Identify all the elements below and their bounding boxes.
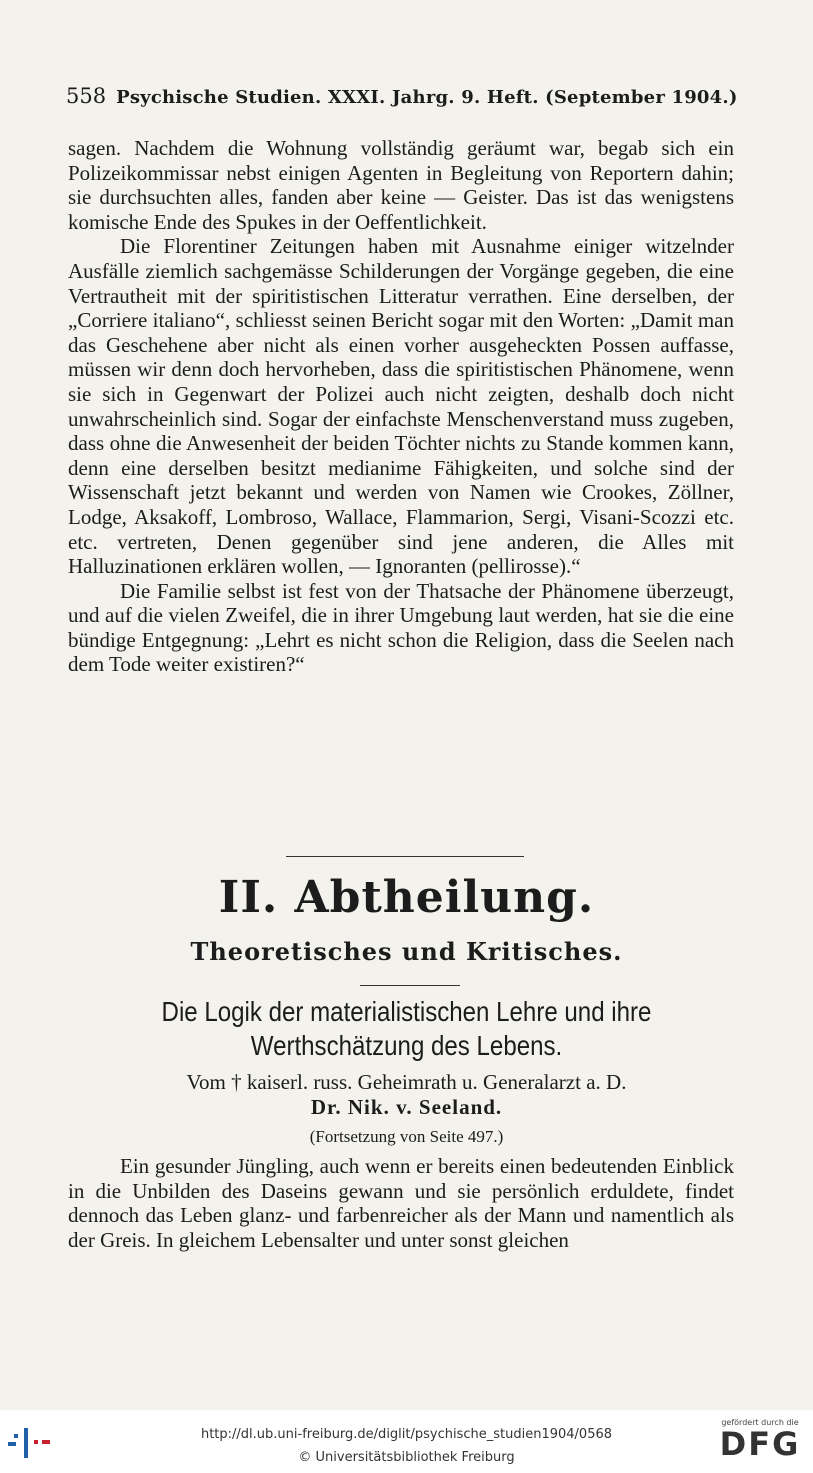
dfg-logo-text: DFG	[719, 1425, 801, 1463]
page-number: 558	[66, 84, 107, 108]
body-text-top	[68, 136, 734, 677]
permalink-url[interactable]: http://dl.ub.uni-freiburg.de/diglit/psychische_studien1904/0568	[200, 1427, 613, 1442]
article-author: Dr. Nik. v. Seeland.	[310, 1095, 503, 1119]
section-divider	[286, 856, 524, 857]
section-subtitle: Theoretisches und Kritisches.	[190, 937, 623, 966]
paragraph-florentine-papers: Die Florentiner Zeitungen haben mit Ausnahme einiger witzelnder Ausfälle ziemlich sachgemässe Schilderungen der Vorgänge gegeben, die eine Vertrautheit mit der spiritistischen Litteratur verrathen. Eine derselben, der „Corriere italiano“, schliesst seinen Bericht sogar mit den Worten: „Damit man das Geschehene aber nicht als einen vorher ausgeheckten Possen auffasse, müssen wir denn doch hervorheben, dass die spiritistischen Phänomene, wenn sie sich in Gegenwart der Polizei auch nicht zeigten, deshalb doch nicht unwahrscheinlich sind. Sogar der einfachste Menschenverstand muss zugeben, dass ohne die Anwesenheit der beiden Töchter nichts zu Stande kommen kann, denn eine derselben besitzt medianime Fähigkeiten, und solche sind der Wissenschaft jetzt bekannt und werden von Namen wie Crookes, Zöllner, Lodge, Aksakoff, Lombroso, Wallace, Flammarion, Sergi, Visani-Scozzi etc. etc. vertreten, Denen gegenüber sind jene anderen, die Alles mit Halluzinationen erklären wollen, — Ignoranten (pellirosse).“	[68, 234, 734, 579]
article-title	[57, 995, 756, 1063]
article-title-line-1: Die Logik der materialistischen Lehre und ihre	[161, 996, 652, 1027]
running-title: Psychische Studien. XXXI. Jahrg. 9. Heft. (September 1904.)	[116, 87, 738, 108]
continuation-note: (Fortsetzung von Seite 497.)	[309, 1127, 504, 1146]
subtitle-divider	[360, 985, 460, 986]
viewer-footer	[0, 1410, 813, 1473]
article-title-line-2: Werthschätzung des Lebens.	[250, 1030, 563, 1061]
dfg-funding-note: gefördert durch die	[721, 1418, 799, 1427]
article-byline: Vom † kaiserl. russ. Geheimrath u. Generalarzt a. D.	[186, 1070, 627, 1094]
dfg-logo-icon[interactable]	[717, 1418, 803, 1461]
paragraph-spuk-end: sagen. Nachdem die Wohnung vollständig geräumt war, begab sich ein Polizeikommissar nebst einigen Agenten in Begleitung von Reportern dahin; sie durchsuchten alles, fanden aber keine — Geister. Das ist das wenigstens komische Ende des Spukes in der Oeffentlichkeit.	[68, 136, 734, 234]
section-title: II. Abtheilung.	[218, 872, 595, 923]
copyright-notice: © Universitätsbibliothek Freiburg	[298, 1450, 515, 1465]
paragraph-family: Die Familie selbst ist fest von der Thatsache der Phänomene überzeugt, und auf die vielen Zweifel, die in ihrer Umgebung laut werden, hat sie die eine bündige Entgegnung: „Lehrt es nicht schon die Religion, dass die Seelen nach dem Tode weiter existiren?“	[68, 578, 734, 677]
page-header	[66, 84, 736, 108]
body-text-bottom	[68, 1154, 734, 1252]
paragraph-youth: Ein gesunder Jüngling, auch wenn er bereits einen bedeutenden Einblick in die Unbilden des Daseins gewann und sie persönlich erduldete, findet dennoch das Leben glanz- und farbenreicher als der Mann und namentlich als der Greis. In gleichem Lebensalter und unter sonst gleichen	[68, 1154, 734, 1252]
